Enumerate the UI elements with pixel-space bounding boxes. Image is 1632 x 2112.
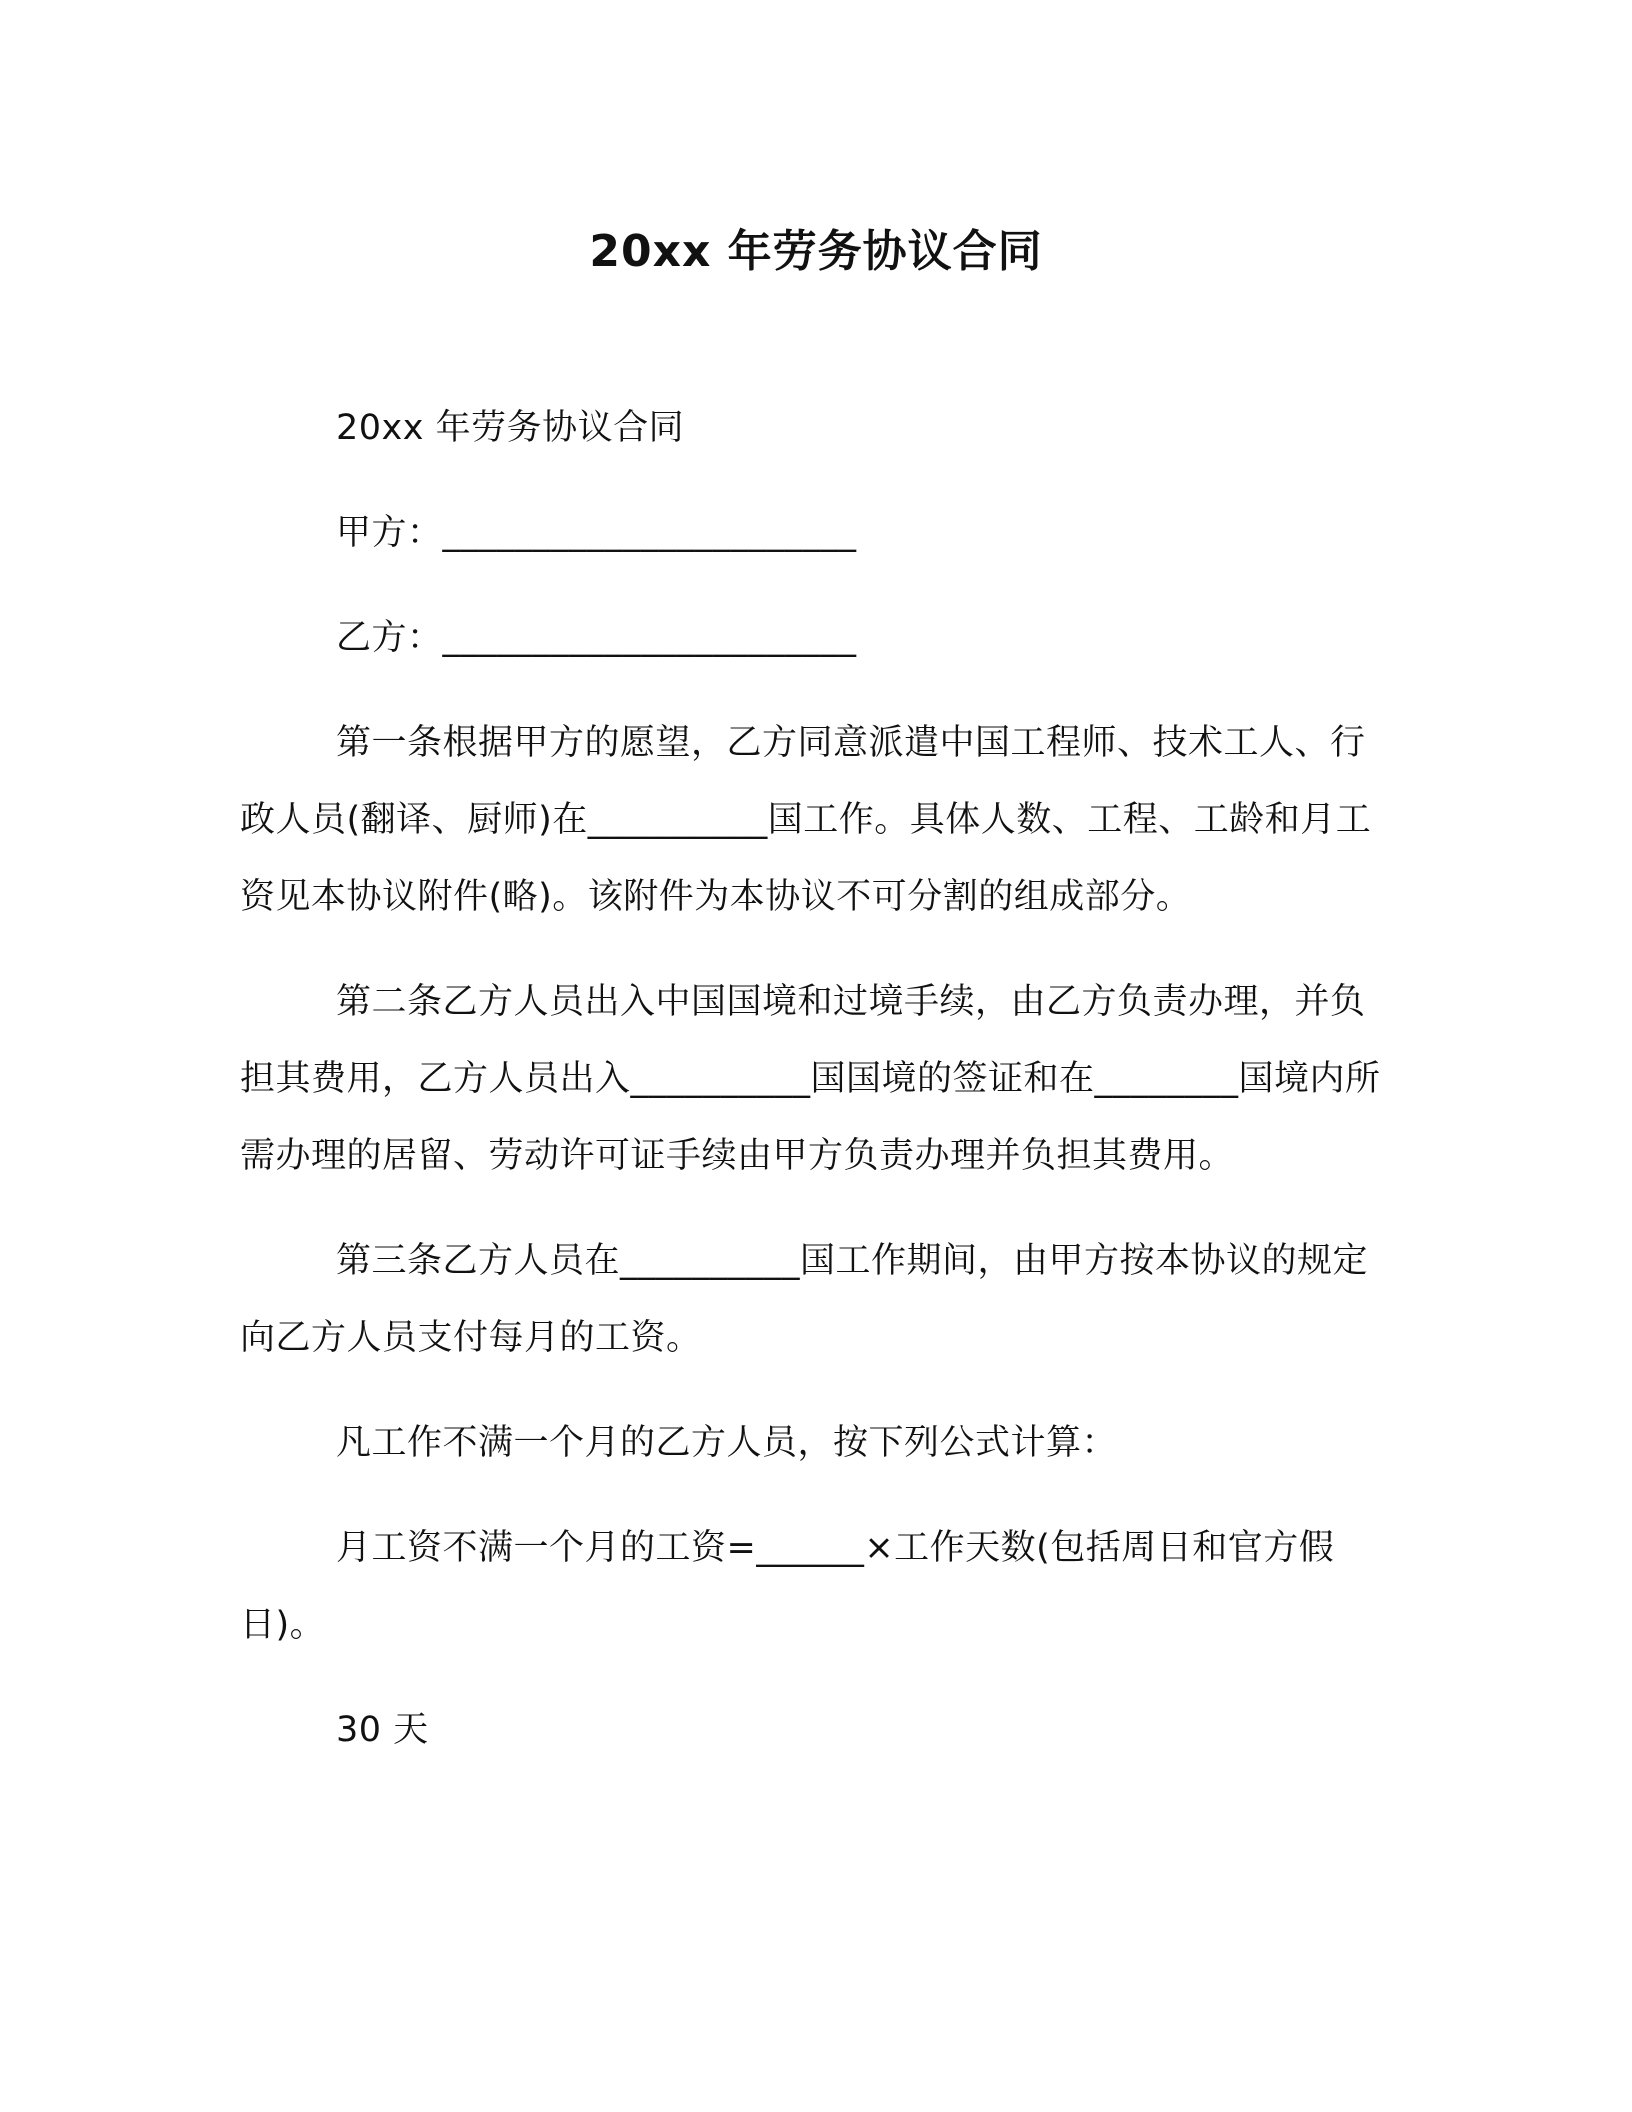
- party-a-line: 甲方：_______________________: [336, 513, 857, 553]
- article-three-paragraph: 第三条乙方人员在__________国工作期间，由甲方按本协议的规定向乙方人员支付每月的工资。: [240, 1241, 1369, 1358]
- partial-month-rule-paragraph: 凡工作不满一个月的乙方人员，按下列公式计算：: [336, 1423, 1118, 1463]
- document-body: [240, 390, 1400, 1797]
- salary-formula-paragraph: 月工资不满一个月的工资=______×工作天数(包括周日和官方假日)。: [240, 1528, 1335, 1645]
- party-b-line: 乙方：_______________________: [336, 618, 857, 658]
- article-one-paragraph: 第一条根据甲方的愿望，乙方同意派遣中国工程师、技术工人、行政人员(翻译、厨师)在__________国工作。具体人数、工程、工龄和月工资见本协议附件(略)。该附件为本协议不可分割的组成部分。: [240, 723, 1372, 917]
- article-two-paragraph: 第二条乙方人员出入中国国境和过境手续，由乙方负责办理，并负担其费用，乙方人员出入__________国国境的签证和在________国境内所需办理的居留、劳动许可证手续由甲方负责办理并负担其费用。: [240, 982, 1381, 1176]
- subtitle-paragraph: 20xx 年劳务协议合同: [336, 408, 685, 448]
- document-title: 20xx 年劳务协议合同: [589, 226, 1043, 277]
- thirty-days-paragraph: 30 天: [336, 1710, 429, 1750]
